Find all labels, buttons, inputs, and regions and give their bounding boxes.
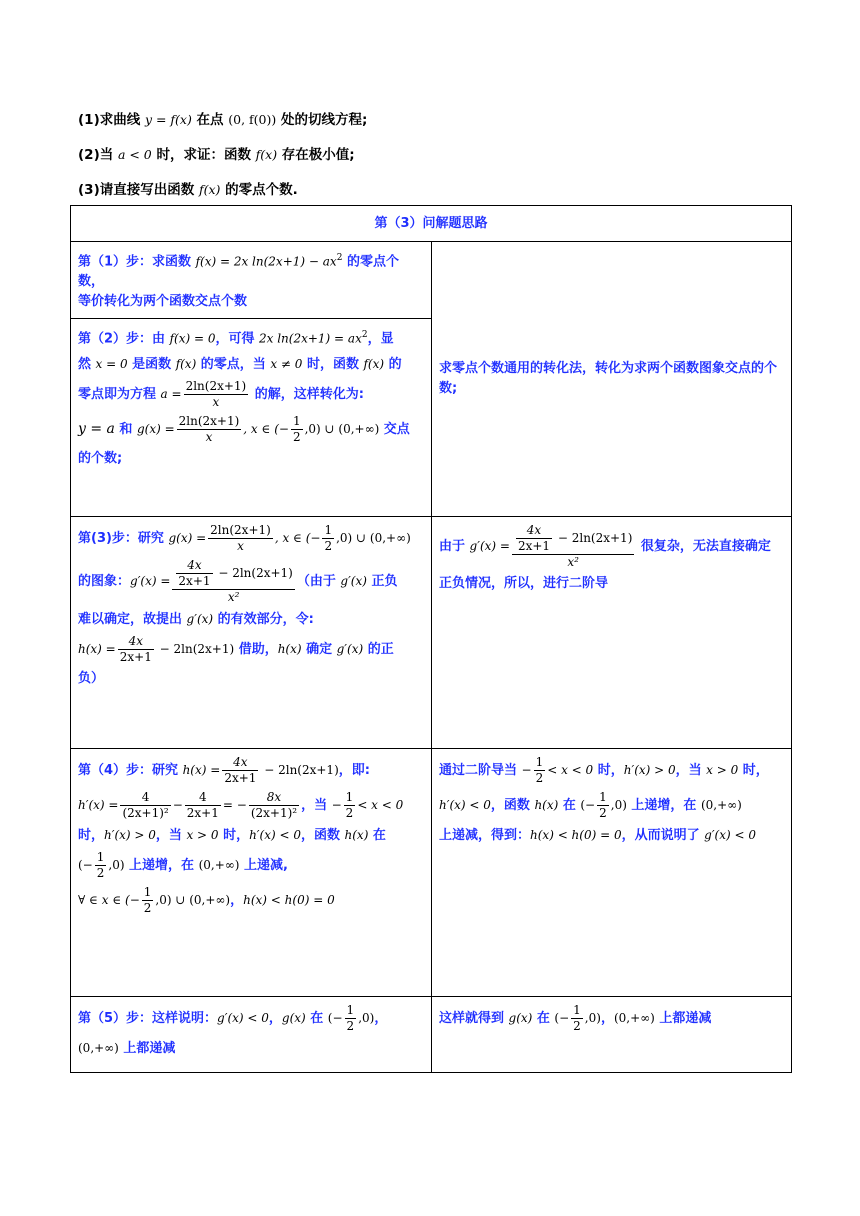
- right-cell-conclusion: 这样就得到 g(x) 在 (− $\frac{1}{2}$ ,0)，(0,+∞) 上都递减: [432, 997, 792, 1073]
- question-1: (1)求曲线 y = f(x) 在点 (0, f(0)) 处的切线方程;: [78, 112, 368, 128]
- right-cell-monotonic: 通过二阶导当 − $\frac{1}{2}$ < x < 0 时，h′(x) > 0，当 x > 0 时， h′(x) < 0，函数 h(x) 在 (− $\frac{1}{2}$ ,0) 上递增，在 (0,+∞) 上递减，得到：h(x) < h(0) = 0，从而说明了 g′(x) < 0: [432, 749, 792, 997]
- right-cell-second-derivative: 由于 g′(x) = $\frac{4x}{2x+1}$ − 2ln(2x+1) x² 很复杂，无法直接确定 正负情况，所以，进行二阶导: [432, 517, 792, 749]
- step-5-cell: 第（5）步：这样说明：g′(x) < 0，g(x) 在 (− $\frac{1}{2}$ ,0)， (0,+∞) 上都递减: [71, 997, 432, 1073]
- step-3-cell: 第(3)步：研究 g(x) = $\frac{2\ln(2x+1)}{x}$ , x ∈ (− $\frac{1}{2}$ ,0) ∪ (0,+∞) 的图象：g′(x) = $\frac{4x}{2x+1}$ − 2ln(2x+1) x² （由于 g′(x) 正负 难以确定，故提出 g′(x) 的有效部分，令: h(x) = $\frac{4x}{2x+1}$ − 2ln(2x+1) 借助，h(x) 确定 g′(x) 的正 负）: [71, 517, 432, 749]
- table-header: 第（3）问解题思路: [71, 206, 792, 242]
- right-cell-transform: 求零点个数通用的转化法，转化为求两个函数图象交点的个数;: [432, 242, 792, 517]
- solution-table: [70, 205, 792, 1073]
- question-3: (3)请直接写出函数 f(x) 的零点个数.: [78, 182, 298, 198]
- step-4-cell: 第（4）步：研究 h(x) = $\frac{4x}{2x+1}$ − 2ln(2x+1)，即: h′(x) = $\frac{4}{\text{(2x+1)²}}$ − $\frac{4}{2x+1}$ = − $\frac{8x}{\text{(2x+1)²}}$ ，当 − $\frac{1}{2}$ < x < 0 时，h′(x) > 0，当 x > 0 时，h′(x) < 0，函数 h(x) 在 (− $\frac{1}{2}$ ,0) 上递增，在 (0,+∞) 上递减, ∀ ∈ x ∈ (− $\frac{1}{2}$ ,0) ∪ (0,+∞)，h(x) < h(0) = 0: [71, 749, 432, 997]
- step-2-cell: 第（2）步：由 f(x) = 0，可得 2x $\ln(2x+1) = ax^2$，显 然 x = 0 是函数 f(x) 的零点，当 x ≠ 0 时，函数 f(x) 的 零点即为方程 a = $\frac{2\ln(2x+1)}{x}$ 的解，这样转化为: y = a 和 g(x) = $\frac{2\ln(2x+1)}{x}$ , x ∈ (− $\frac{1}{2}$ ,0) ∪ (0,+∞) 交点 的个数;: [71, 319, 432, 517]
- step-1-cell: 第（1）步：求函数 f(x) = 2x $\ln(2x+1) - ax^2$ 的零点个数， 等价转化为两个函数交点个数: [71, 242, 432, 319]
- question-2: (2)当 a < 0 时，求证：函数 f(x) 存在极小值;: [78, 147, 355, 163]
